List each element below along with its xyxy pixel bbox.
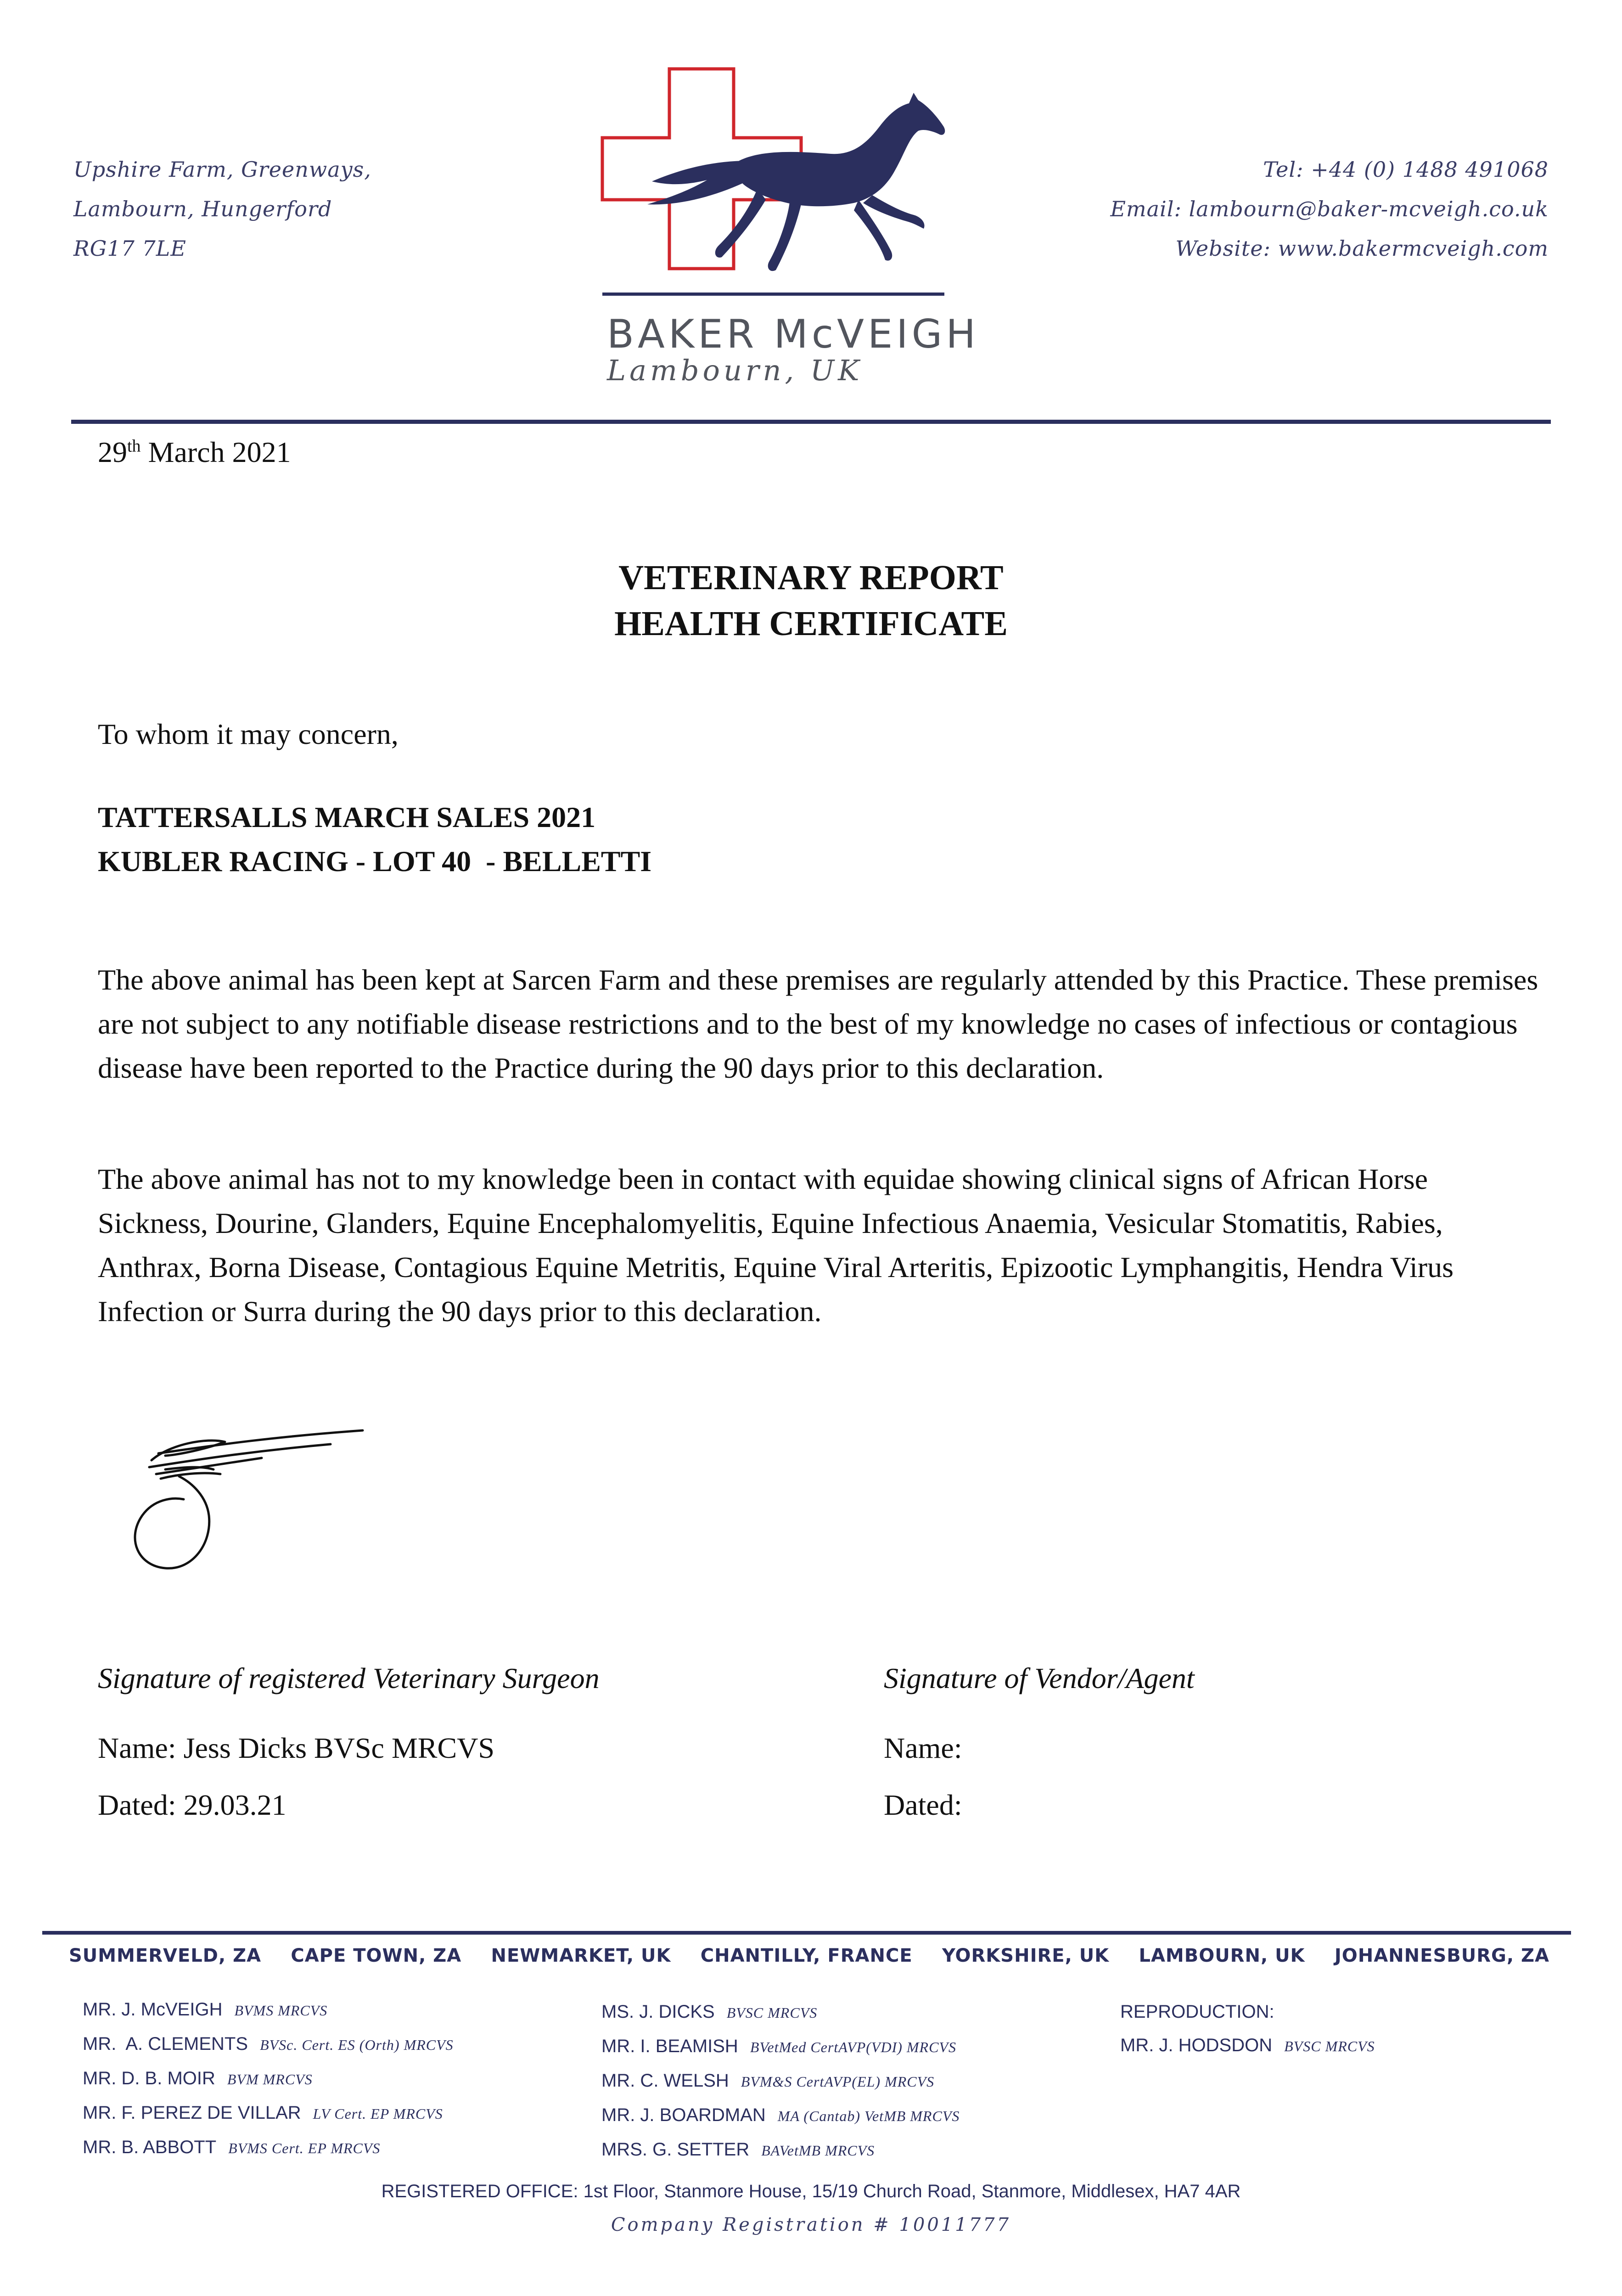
address-line: Upshire Farm, Greenways,	[73, 157, 371, 182]
office-location: CHANTILLY, FRANCE	[700, 1945, 913, 1966]
website: Website: www.bakermcveigh.com	[1175, 236, 1549, 261]
date-month-year: March 2021	[148, 436, 291, 468]
staff-name: MS. J. DICKS	[601, 2002, 715, 2022]
vet-handwritten-signature	[115, 1405, 372, 1589]
practice-contact	[1110, 150, 1549, 268]
staff-member	[601, 2099, 960, 2133]
staff-qualifications: BVM MRCVS	[227, 2071, 313, 2088]
disease-contact-paragraph: The above animal has not to my knowledge been in contact with equidae showing clinical signs of African Horse Sickness, Dourine, Glanders, Equine Encephalomyelitis, Equine Infectious Anaemia, Vesicular Stomatitis, Rabies, Anthrax, Borna Disease, Contagious Equine Metritis, Equine Viral Arteritis, Epizootic Lymphangitis, Hendra Virus Infection or Surra during the 90 days prior to this declaration.	[98, 1163, 1454, 1328]
staff-qualifications: BVMS Cert. EP MRCVS	[228, 2140, 381, 2156]
staff-member	[601, 2133, 960, 2167]
vet-name: Name: Jess Dicks BVSc MRCVS	[98, 1732, 495, 1764]
reproduction-label: REPRODUCTION:	[1120, 2002, 1274, 2022]
staff-qualifications: MA (Cantab) VetMB MRCVS	[777, 2108, 960, 2124]
letter-date	[98, 435, 291, 469]
company-registration: Company Registration # 10011777	[611, 2214, 1011, 2235]
staff-name: MR. B. ABBOTT	[83, 2137, 217, 2157]
staff-qualifications: BVMS MRCVS	[234, 2002, 328, 2019]
staff-qualifications: BVetMed CertAVP(VDI) MRCVS	[750, 2039, 956, 2055]
staff-member	[83, 2096, 454, 2131]
staff-member	[83, 2131, 454, 2165]
staff-name: MRS. G. SETTER	[601, 2139, 750, 2160]
staff-member	[601, 1995, 960, 2030]
office-locations	[69, 1945, 1549, 1966]
staff-qualifications: BVM&S CertAVP(EL) MRCVS	[741, 2073, 935, 2090]
staff-name: MR. A. CLEMENTS	[83, 2034, 248, 2054]
title-line: HEALTH CERTIFICATE	[614, 604, 1008, 643]
staff-list-column-1	[83, 1993, 454, 2165]
staff-qualifications: LV Cert. EP MRCVS	[313, 2105, 443, 2122]
staff-member	[601, 2064, 960, 2099]
sale-heading-line: TATTERSALLS MARCH SALES 2021	[98, 801, 596, 833]
document-title	[0, 555, 1622, 647]
staff-qualifications: BAVetMB MRCVS	[761, 2142, 875, 2159]
staff-name: MR. C. WELSH	[601, 2071, 729, 2091]
date-day: 29	[98, 436, 127, 468]
staff-name: MR. J. HODSDON	[1120, 2035, 1273, 2055]
vendor-signature-label: Signature of Vendor/Agent	[884, 1662, 1195, 1694]
vet-signature-label: Signature of registered Veterinary Surgeon	[98, 1662, 600, 1694]
salutation: To whom it may concern,	[98, 718, 398, 750]
staff-member	[601, 2030, 960, 2064]
office-location: JOHANNESBURG, ZA	[1334, 1945, 1549, 1966]
staff-member	[83, 2062, 454, 2096]
registered-office: REGISTERED OFFICE: 1st Floor, Stanmore House, 15/19 Church Road, Stanmore, Middlesex, HA7 4AR	[381, 2181, 1241, 2201]
staff-member	[83, 2027, 454, 2062]
office-location: LAMBOURN, UK	[1139, 1945, 1305, 1966]
logo-divider	[602, 293, 944, 296]
staff-member	[1120, 2029, 1375, 2063]
practice-address	[73, 150, 371, 268]
title-line: VETERINARY REPORT	[618, 558, 1004, 597]
address-line: RG17 7LE	[73, 236, 186, 261]
telephone: Tel: +44 (0) 1488 491068	[1263, 157, 1549, 182]
staff-list-column-2	[601, 1995, 960, 2167]
vendor-dated: Dated:	[884, 1789, 962, 1821]
staff-name: MR. D. B. MOIR	[83, 2068, 215, 2088]
lot-heading-line: KUBLER RACING - LOT 40 - BELLETTI	[98, 845, 652, 878]
staff-name: MR. J. McVEIGH	[83, 1999, 223, 2020]
staff-qualifications: BVSC MRCVS	[726, 2004, 818, 2021]
staff-name: MR. I. BEAMISH	[601, 2036, 738, 2056]
premises-paragraph: The above animal has been kept at Sarcen Farm and these premises are regularly attended by this Practice. These premises are not subject to any notifiable disease restrictions and to the best of my knowledge no cases of infectious or contagious disease have been reported to the Practice during the 90 days prior to this declaration.	[98, 963, 1538, 1084]
office-location: NEWMARKET, UK	[491, 1945, 671, 1966]
date-suffix: th	[127, 436, 141, 456]
email: Email: lambourn@baker-mcveigh.co.uk	[1110, 197, 1549, 221]
office-location: YORKSHIRE, UK	[942, 1945, 1110, 1966]
sale-heading	[98, 795, 651, 884]
header-rule	[71, 420, 1551, 424]
staff-name: MR. J. BOARDMAN	[601, 2105, 766, 2125]
staff-qualifications: BVSC MRCVS	[1284, 2038, 1375, 2054]
staff-qualifications: BVSc. Cert. ES (Orth) MRCVS	[260, 2037, 454, 2053]
office-location: CAPE TOWN, ZA	[291, 1945, 462, 1966]
brand-name: BAKER McVEIGH	[607, 311, 979, 357]
footer-rule	[42, 1931, 1571, 1935]
brand-location: Lambourn, UK	[607, 354, 863, 387]
staff-list-column-3	[1120, 1995, 1375, 2063]
address-line: Lambourn, Hungerford	[73, 197, 332, 221]
staff-member	[83, 1993, 454, 2027]
staff-name: MR. F. PEREZ DE VILLAR	[83, 2103, 301, 2123]
office-location: SUMMERVELD, ZA	[69, 1945, 262, 1966]
galloping-horse-icon	[647, 93, 945, 271]
vet-dated: Dated: 29.03.21	[98, 1789, 286, 1821]
vendor-name: Name:	[884, 1732, 962, 1764]
